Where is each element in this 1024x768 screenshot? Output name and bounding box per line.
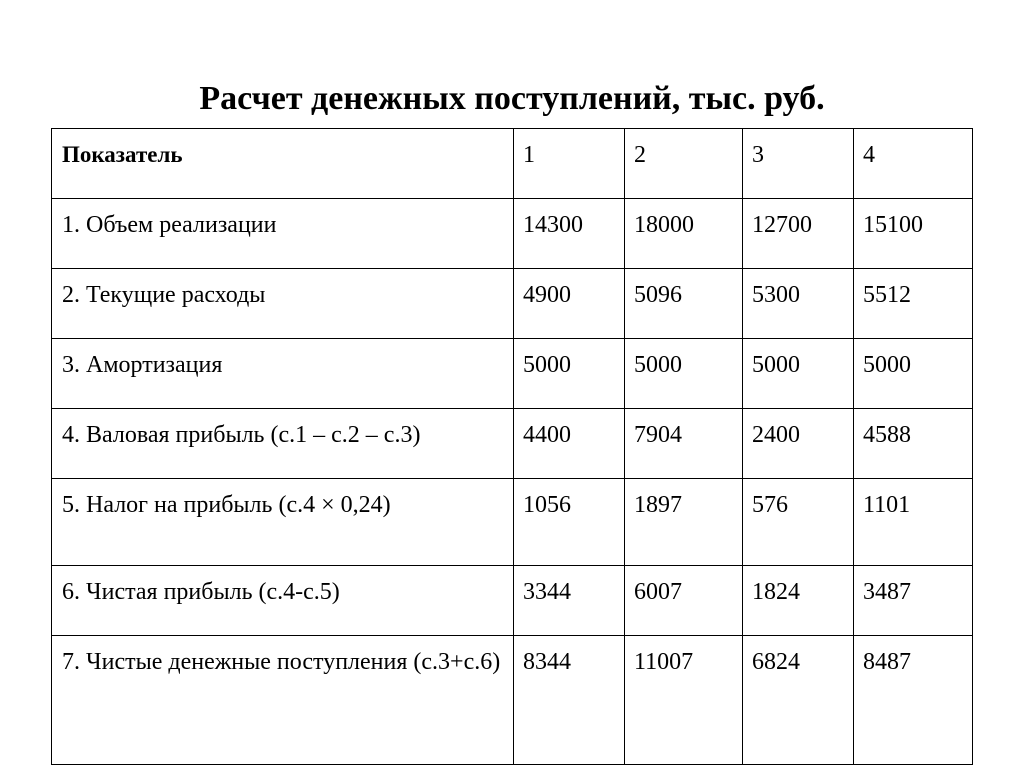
value-cell: 4588 xyxy=(854,409,973,479)
row-label: 7. Чистые денежные поступления (с.3+с.6) xyxy=(52,636,514,765)
value-cell: 5000 xyxy=(625,339,743,409)
header-cell-period: 3 xyxy=(743,129,854,199)
row-label: 1. Объем реализации xyxy=(52,199,514,269)
table-row xyxy=(52,199,973,269)
header-cell-period: 1 xyxy=(514,129,625,199)
table-row xyxy=(52,566,973,636)
value-cell: 4900 xyxy=(514,269,625,339)
row-label: 4. Валовая прибыль (с.1 – с.2 – с.3) xyxy=(52,409,514,479)
header-cell-period: 4 xyxy=(854,129,973,199)
cash-flow-table xyxy=(51,128,973,765)
header-cell-period: 2 xyxy=(625,129,743,199)
row-label: 6. Чистая прибыль (с.4-с.5) xyxy=(52,566,514,636)
value-cell: 1101 xyxy=(854,479,973,566)
row-label: 5. Налог на прибыль (с.4 × 0,24) xyxy=(52,479,514,566)
value-cell: 5300 xyxy=(743,269,854,339)
row-label: 3. Амортизация xyxy=(52,339,514,409)
table-row xyxy=(52,409,973,479)
table-row xyxy=(52,339,973,409)
value-cell: 5512 xyxy=(854,269,973,339)
value-cell: 5000 xyxy=(743,339,854,409)
value-cell: 6007 xyxy=(625,566,743,636)
row-label: 2. Текущие расходы xyxy=(52,269,514,339)
value-cell: 3487 xyxy=(854,566,973,636)
value-cell: 1897 xyxy=(625,479,743,566)
value-cell: 12700 xyxy=(743,199,854,269)
value-cell: 1824 xyxy=(743,566,854,636)
value-cell: 5000 xyxy=(854,339,973,409)
table-row xyxy=(52,479,973,566)
table-header-row xyxy=(52,129,973,199)
value-cell: 5000 xyxy=(514,339,625,409)
page-title: Расчет денежных поступлений, тыс. руб. xyxy=(199,80,825,117)
table-row xyxy=(52,269,973,339)
value-cell: 4400 xyxy=(514,409,625,479)
value-cell: 18000 xyxy=(625,199,743,269)
value-cell: 14300 xyxy=(514,199,625,269)
table-row xyxy=(52,636,973,765)
value-cell: 11007 xyxy=(625,636,743,765)
header-label: Показатель xyxy=(62,142,183,167)
value-cell: 6824 xyxy=(743,636,854,765)
header-cell-indicator xyxy=(52,129,514,199)
value-cell: 8344 xyxy=(514,636,625,765)
value-cell: 2400 xyxy=(743,409,854,479)
value-cell: 7904 xyxy=(625,409,743,479)
value-cell: 3344 xyxy=(514,566,625,636)
value-cell: 8487 xyxy=(854,636,973,765)
value-cell: 5096 xyxy=(625,269,743,339)
value-cell: 576 xyxy=(743,479,854,566)
value-cell: 1056 xyxy=(514,479,625,566)
value-cell: 15100 xyxy=(854,199,973,269)
